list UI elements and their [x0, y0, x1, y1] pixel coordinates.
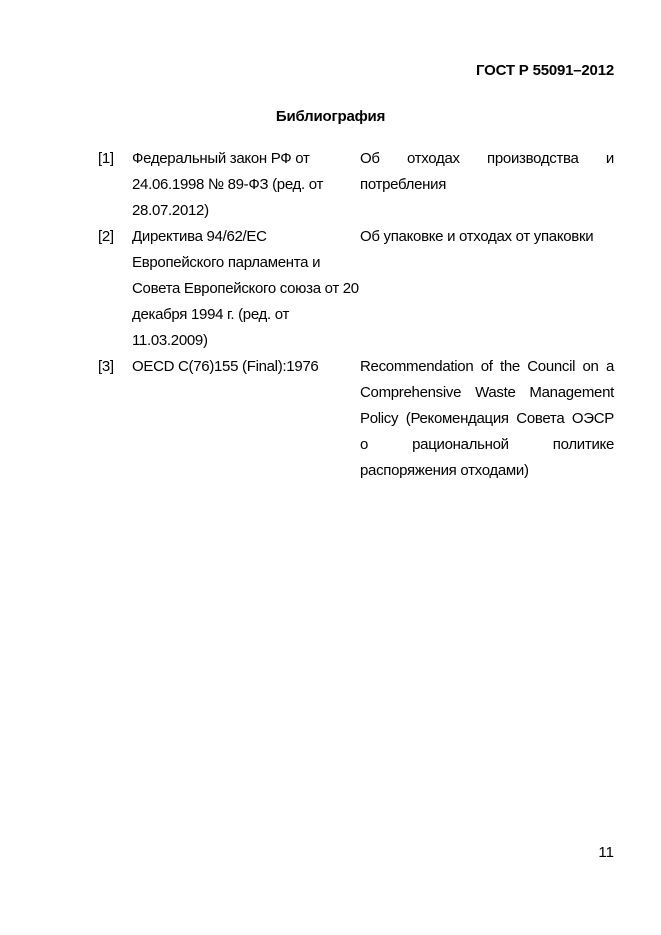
entry-title: Об упаковке и отходах от упаковки	[360, 228, 594, 245]
entry-title: Об отходах производства и потребления	[360, 150, 614, 193]
bibliography-list	[98, 146, 614, 484]
section-title: Библиография	[275, 108, 386, 125]
entry-source: OECD C(76)155 (Final):1976	[132, 358, 319, 375]
entry-number: [2]	[98, 228, 114, 245]
page-number: 11	[598, 844, 614, 861]
document-code: ГОСТ Р 55091–2012	[476, 62, 614, 79]
entry-source: Директива 94/62/ЕС Европейского парламента и Совета Европейского союза от 20 декабря 1994 г. (ред. от 11.03.2009)	[132, 228, 359, 349]
entry-number: [3]	[98, 358, 114, 375]
bibliography-entry-3	[98, 354, 614, 484]
entry-source: Федеральный закон РФ от 24.06.1998 № 89-ФЗ (ред. от 28.07.2012)	[132, 150, 324, 219]
bibliography-entry-2	[98, 224, 614, 354]
entry-number: [1]	[98, 150, 114, 167]
entry-title: Recommendation of the Council on a Comprehensive Waste Management Policy (Рекомендация Совета ОЭСР о рациональной политике распоряжения отходами)	[360, 358, 614, 479]
bibliography-entry-1	[98, 146, 614, 224]
